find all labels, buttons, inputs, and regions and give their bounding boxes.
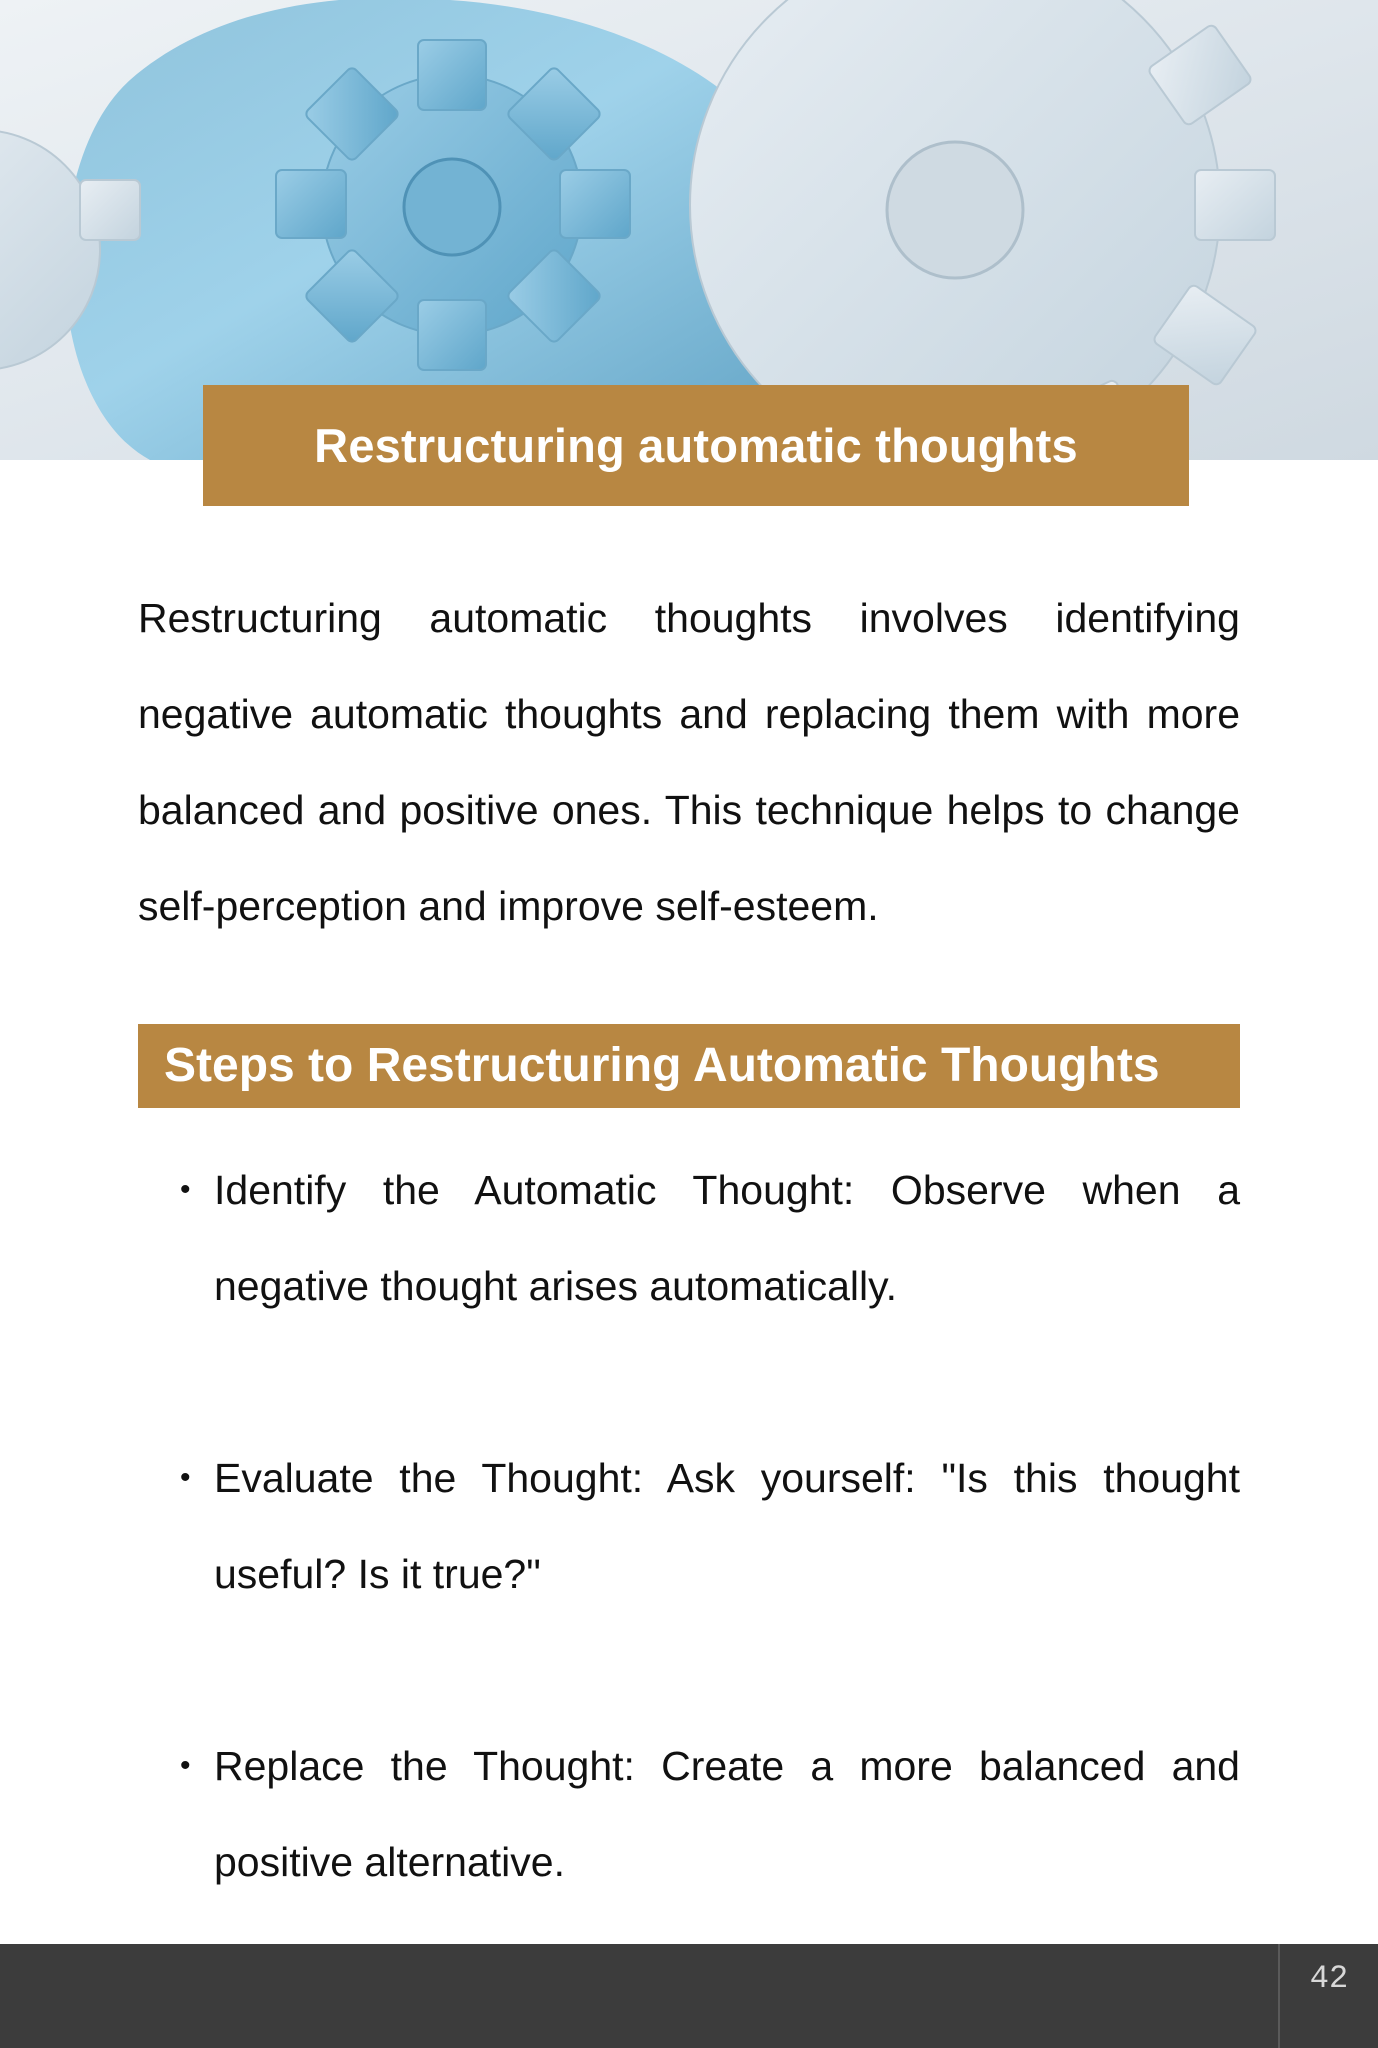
list-item: [138, 1718, 1240, 1910]
bullet-icon: •: [180, 1461, 191, 1494]
step-text: Replace the Thought: Create a more balanced and positive alternative.: [214, 1743, 1240, 1885]
list-item: [138, 1430, 1240, 1622]
steps-list: [138, 1142, 1240, 2006]
blue-gear-hub: [404, 159, 500, 255]
list-item: [138, 1142, 1240, 1334]
bullet-icon: •: [180, 1173, 191, 1206]
page-number: 42: [1309, 1960, 1349, 1997]
intro-paragraph: Restructuring automatic thoughts involves identifying negative automatic thoughts and replacing them with more balanced and positive ones. This technique helps to change self-perception and improve self-esteem.: [138, 595, 1240, 929]
footer-bar: [0, 1944, 1378, 2048]
page-title: Restructuring automatic thoughts: [203, 385, 1189, 506]
section-heading: Steps to Restructuring Automatic Thoughts: [138, 1024, 1240, 1108]
large-gear-hub: [887, 142, 1023, 278]
step-text: Identify the Automatic Thought: Observe when a negative thought arises automatically.: [214, 1167, 1240, 1309]
step-text: Evaluate the Thought: Ask yourself: "Is this thought useful? Is it true?": [214, 1455, 1240, 1597]
bullet-icon: •: [180, 1749, 191, 1782]
